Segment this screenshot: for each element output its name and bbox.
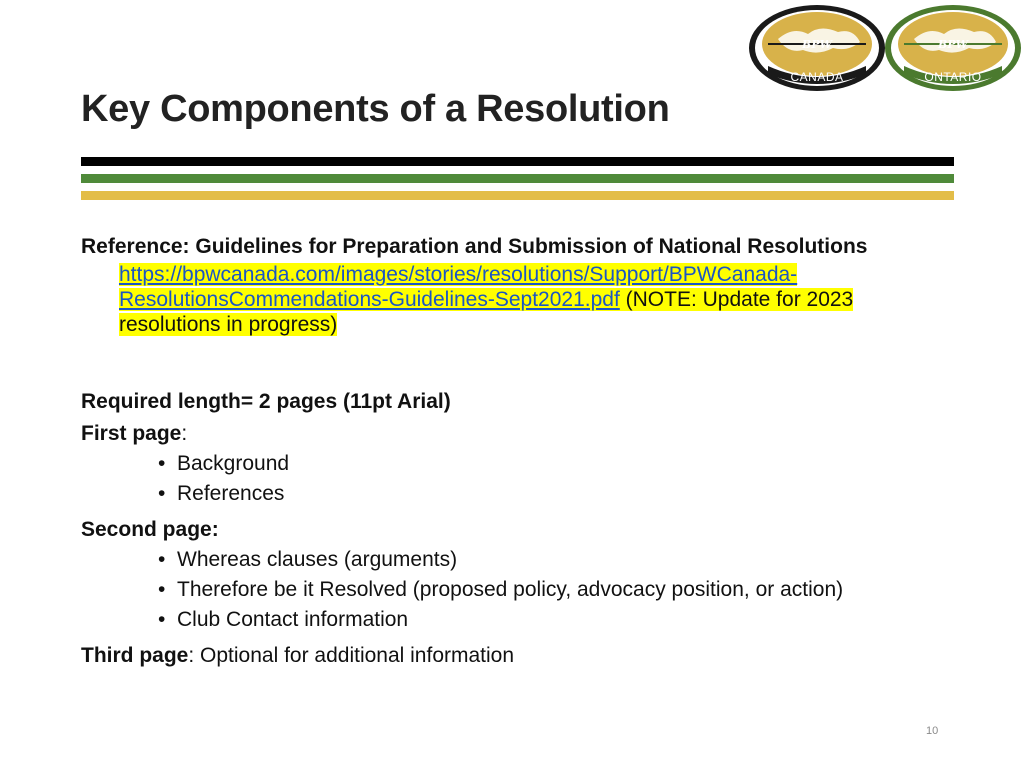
divider-black (81, 157, 954, 166)
bpw-canada-logo (748, 4, 886, 92)
third-page-label: Third page (81, 644, 189, 667)
bullet-icon: • (158, 452, 166, 475)
list-item: • Therefore be it Resolved (proposed policy, advocacy position, or action) (158, 575, 961, 605)
slide-title: Key Components of a Resolution (81, 88, 670, 130)
first-page-heading (81, 419, 961, 449)
logo-caption-canada: CANADA (790, 70, 844, 84)
bullet-icon: • (158, 608, 166, 631)
bullet-icon: • (158, 548, 166, 571)
page-number: 10 (926, 725, 939, 737)
guidelines-link[interactable]: https://bpwcanada.com/images/stories/resolutions/Support/BPWCanada- (119, 263, 798, 286)
list-item: • Background (158, 449, 961, 479)
first-page-label: First page (81, 422, 182, 445)
guidelines-link-continued[interactable]: ResolutionsCommendations-Guidelines-Sept2021.pdf (119, 288, 620, 311)
slide-body (81, 233, 961, 671)
divider-gold (81, 191, 954, 200)
second-page-label: Second page: (81, 518, 219, 541)
bullet-icon: • (158, 578, 166, 601)
bullet-icon: • (158, 482, 166, 505)
first-page-list (81, 449, 961, 509)
list-item: • Whereas clauses (arguments) (158, 545, 961, 575)
reference-note-continued: resolutions in progress) (119, 313, 338, 336)
list-item: • References (158, 479, 961, 509)
reference-heading: Reference: Guidelines for Preparation and Submission of National Resolutions (81, 235, 868, 258)
second-page-heading (81, 515, 961, 545)
divider-green (81, 174, 954, 183)
reference-note: (NOTE: Update for 2023 (619, 288, 854, 311)
required-length: Required length= 2 pages (11pt Arial) (81, 390, 451, 413)
reference-block (119, 262, 961, 337)
logo-wordmark: BPW (938, 38, 968, 51)
third-page-text: : Optional for additional information (188, 644, 515, 667)
list-item: • Club Contact information (158, 605, 961, 635)
bpw-ontario-logo (884, 4, 1022, 92)
logo-wordmark: BPW (802, 38, 832, 51)
third-page-line (81, 641, 961, 671)
second-page-list (81, 545, 961, 635)
logo-caption-ontario: ONTARIO (924, 70, 982, 84)
first-page-suffix: : (181, 422, 188, 445)
